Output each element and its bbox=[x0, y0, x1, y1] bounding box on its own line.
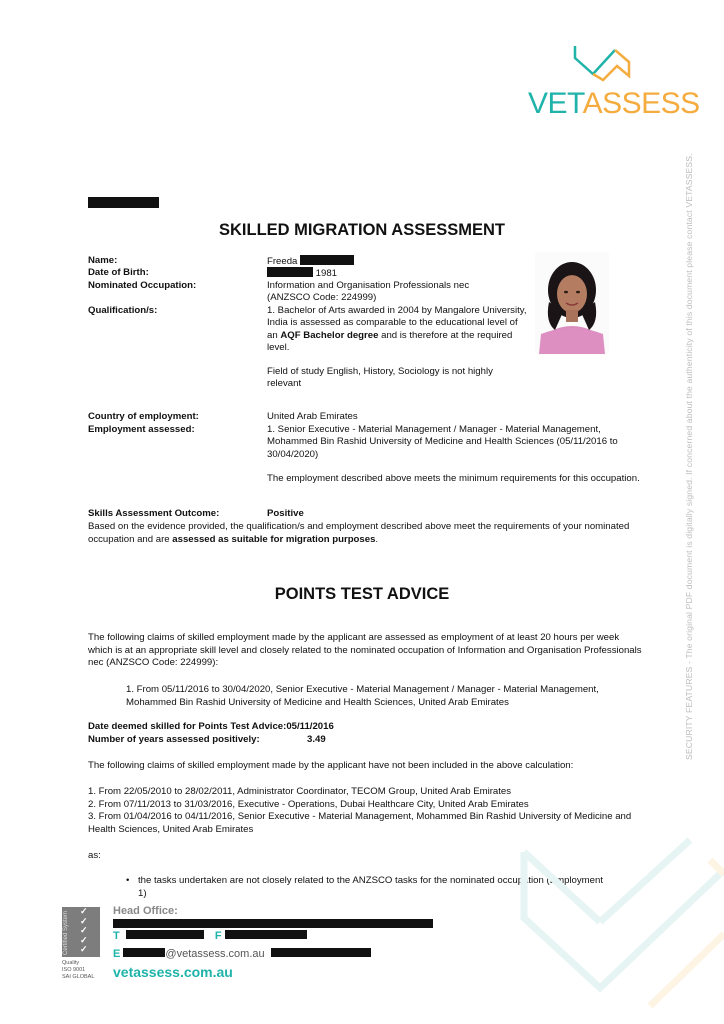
date-skilled-value: 05/11/2016 bbox=[286, 721, 334, 732]
reason-item: • the tasks undertaken are not closely related to the ANZSCO tasks for the nominated occupation (Employment 1) bbox=[126, 875, 604, 899]
name-label: Name: bbox=[88, 255, 118, 266]
website-link[interactable]: vetassess.com.au bbox=[113, 964, 233, 980]
occupation-value: Information and Organisation Professionals nec bbox=[267, 280, 470, 291]
country-value: United Arab Emirates bbox=[267, 411, 358, 422]
outcome-label: Skills Assessment Outcome: bbox=[88, 508, 220, 519]
name-redacted bbox=[300, 255, 354, 265]
checkmarks-icon: ✓ ✓ ✓ ✓ ✓ bbox=[80, 906, 88, 954]
email-user-redacted bbox=[123, 948, 165, 957]
dob-redacted bbox=[267, 267, 313, 277]
iso-certification-badge: Certified System ✓ ✓ ✓ ✓ ✓ Quality ISO 9001 SAI GLOBAL bbox=[62, 907, 102, 981]
address-redacted bbox=[113, 919, 433, 928]
phone-fax-row bbox=[113, 930, 307, 942]
occupation-code: (ANZSCO Code: 224999) bbox=[267, 292, 377, 304]
points-intro: The following claims of skilled employment made by the applicant are assessed as employment of at least 20 hours per week which is at an appropriate skill level and closely related to the nominated occupation of Information and Organisation Professionals nec (ANZSCO Code: 224999): bbox=[88, 632, 642, 669]
logo-check-icon bbox=[525, 42, 687, 92]
email-label: E bbox=[113, 948, 121, 960]
excluded-list bbox=[88, 786, 643, 836]
occupation-label: Nominated Occupation: bbox=[88, 280, 197, 291]
points-title: POINTS TEST ADVICE bbox=[274, 585, 450, 603]
head-office-label: Head Office: bbox=[113, 905, 178, 917]
employment-note: The employment described above meets the minimum requirements for this occupation. bbox=[267, 472, 640, 484]
fax-redacted bbox=[225, 930, 307, 939]
qualification-text: 1. Bachelor of Arts awarded in 2004 by Mangalore University, India is assessed as comparable to the educational level of an AQF Bachelor degree and is therefore at the required level. bbox=[267, 305, 527, 353]
phone-label: T bbox=[113, 930, 120, 942]
employment-value: 1. Senior Executive - Material Management / Manager - Material Management, Mohammed Bin Rashid University of Medicine and Health Sciences (05/11/2016 to 30/04/2020) bbox=[267, 424, 618, 460]
years-label: Number of years assessed positively: bbox=[88, 734, 260, 745]
outcome-value: Positive bbox=[267, 508, 304, 519]
email-row bbox=[113, 948, 371, 960]
qualification-note: Field of study English, History, Sociology is not highly relevant bbox=[267, 366, 493, 390]
excluded-item: 2. From 07/11/2013 to 31/03/2016, Executive - Operations, Dubai Healthcare City, United Arab Emirates bbox=[88, 798, 529, 810]
excluded-intro: The following claims of skilled employment made by the applicant have not been included in the above calculation: bbox=[88, 760, 574, 771]
logo-vet-text: VET bbox=[528, 87, 583, 120]
as-label: as: bbox=[88, 850, 101, 861]
included-employment-1: 1. From 05/11/2016 to 30/04/2020, Senior Executive - Material Management / Manager - Material Management, Mohammed Bin Rashid University of Medicine and Health Sciences, United Arab Emirates bbox=[126, 684, 599, 708]
years-value: 3.49 bbox=[307, 734, 326, 745]
vetassess-logo bbox=[525, 42, 700, 122]
reference-number-redacted bbox=[88, 197, 159, 208]
bullet-icon: • bbox=[126, 875, 130, 886]
employment-label: Employment assessed: bbox=[88, 424, 195, 435]
country-label: Country of employment: bbox=[88, 411, 199, 422]
security-features-text: SECURITY FEATURES - The original PDF document is digitally signed. If concerned about the authenticity of this document please contact VETASSESS. bbox=[684, 153, 694, 760]
excluded-item: 1. From 22/05/2010 to 28/02/2011, Administrator Coordinator, TECOM Group, United Arab Emirates bbox=[88, 786, 512, 797]
assessment-title: SKILLED MIGRATION ASSESSMENT bbox=[218, 221, 505, 239]
logo-assess-text: ASSESS bbox=[582, 87, 700, 120]
email-domain: @vetassess.com.au bbox=[165, 948, 265, 960]
fax-label: F bbox=[214, 930, 222, 942]
assessment-conclusion: Based on the evidence provided, the qualification/s and employment described above meet the requirements of your nominated occupation and are assessed as suitable for migration purposes. bbox=[88, 521, 630, 545]
dob-year: 1981 bbox=[315, 268, 338, 279]
email-extra-redacted bbox=[271, 948, 371, 957]
dob-label: Date of Birth: bbox=[88, 267, 149, 278]
date-skilled-row bbox=[88, 721, 648, 733]
phone-redacted bbox=[126, 930, 204, 939]
watermark-logo-icon bbox=[510, 830, 724, 1024]
date-skilled-label: Date deemed skilled for Points Test Advice: bbox=[88, 721, 287, 732]
name-value: Freeda bbox=[267, 256, 298, 267]
excluded-item: 3. From 01/04/2016 to 04/11/2016, Senior Executive - Material Management, Mohammed Bin Rashid University of Medicine and Health Sciences, United Arab Emirates bbox=[88, 811, 632, 835]
qualification-label: Qualification/s: bbox=[88, 305, 158, 316]
